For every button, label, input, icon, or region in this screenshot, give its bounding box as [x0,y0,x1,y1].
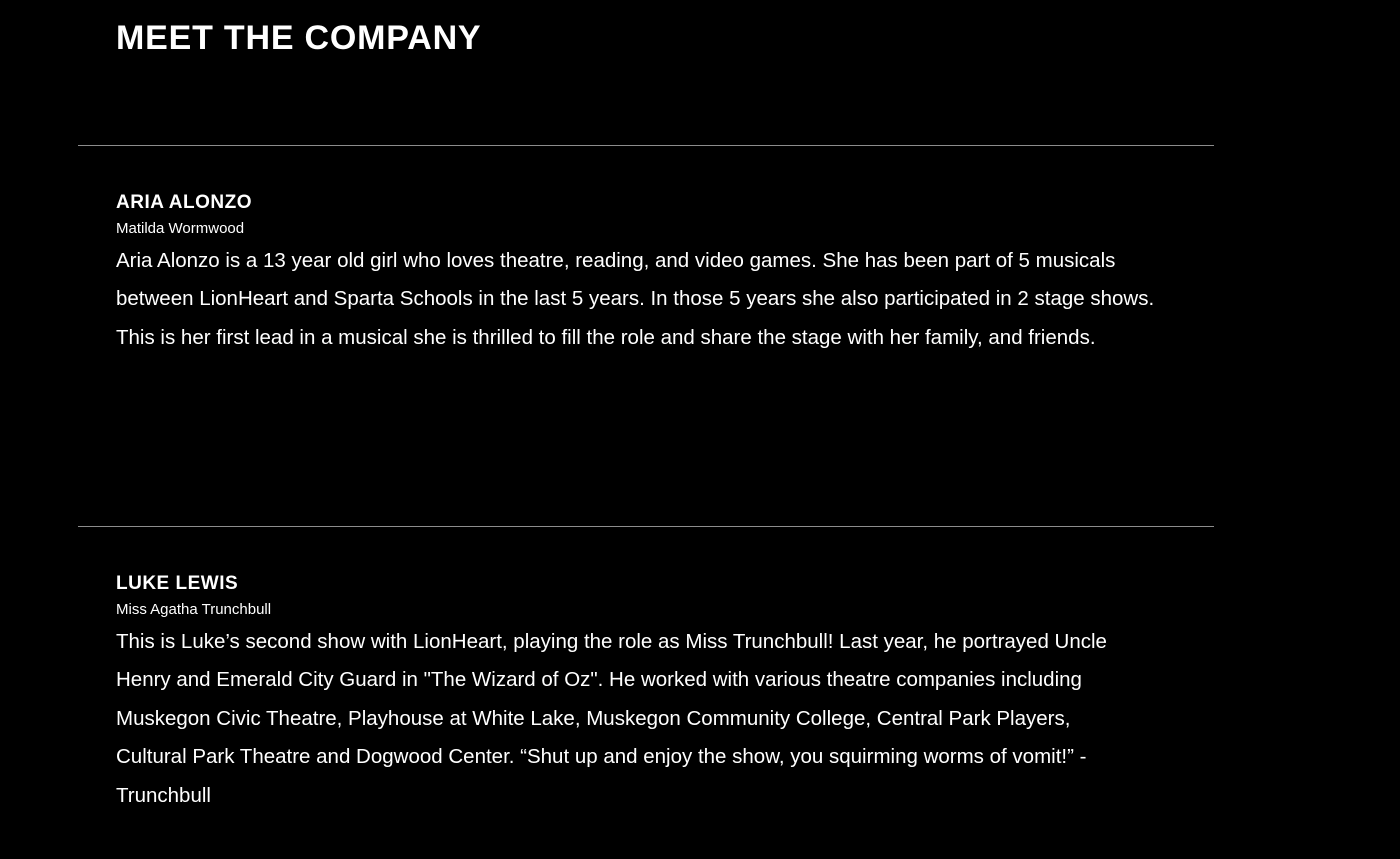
member-bio: Aria Alonzo is a 13 year old girl who loves theatre, reading, and video games. She has been part of 5 musicals between LionHeart and Sparta Schools in the last 5 years. In those 5 years she also participated in 2 stage shows. This is her first lead in a musical she is thrilled to fill the role and share the stage with her family, and friends. [116,248,1155,349]
section-divider-top [78,145,1214,146]
member-bio: This is Luke’s second show with LionHeart, playing the role as Miss Trunchbull! Last year, he portrayed Uncle Henry and Emerald City Guard in "The Wizard of Oz". He worked with various theatre companies including Muskegon Civic Theatre, Playhouse at White Lake, Muskegon Community College, Central Park Players, Cultural Park Theatre and Dogwood Center. “Shut up and enjoy the show, you squirming worms of vomit!” -Trunchbull [116,629,1107,807]
section-divider-middle [78,526,1214,527]
member-role: Matilda Wormwood [116,219,245,237]
page-title: MEET THE COMPANY [116,19,482,57]
company-member-entry [116,573,1196,815]
member-role: Miss Agatha Trunchbull [116,600,272,618]
company-member-entry [116,192,1196,357]
member-name: ARIA ALONZO [116,192,253,213]
member-name: LUKE LEWIS [116,573,239,594]
